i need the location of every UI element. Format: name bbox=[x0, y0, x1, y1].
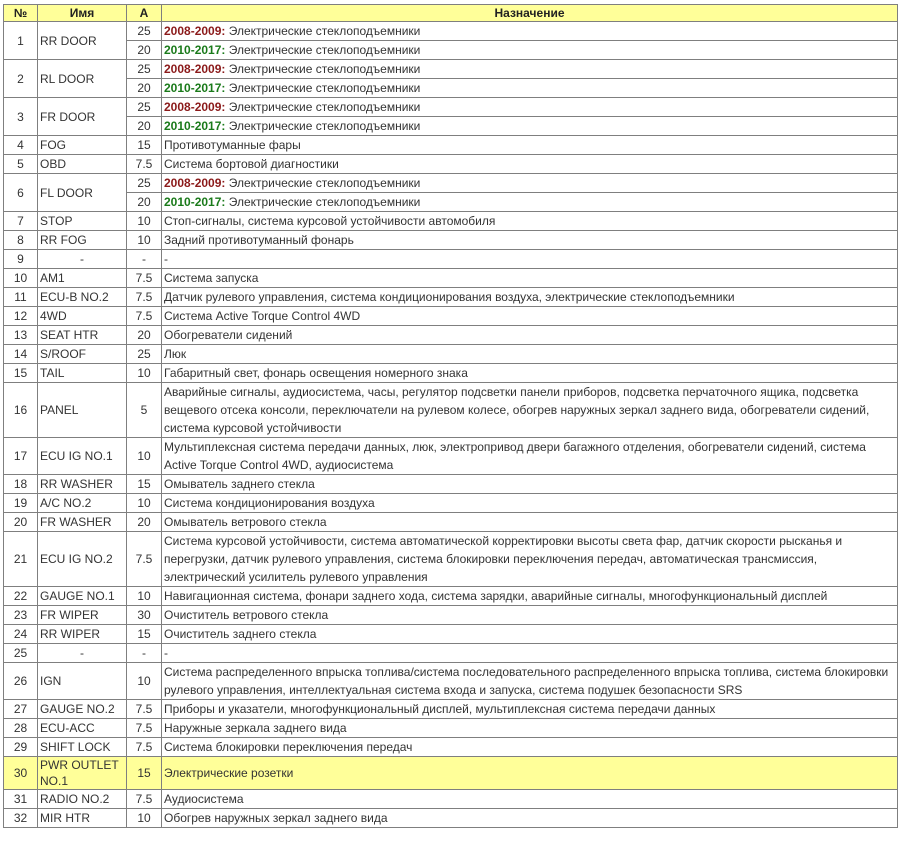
fuse-amperage: 25 bbox=[127, 345, 162, 364]
table-row bbox=[4, 644, 898, 663]
fuse-amperage: 30 bbox=[127, 606, 162, 625]
fuse-purpose: Люк bbox=[162, 345, 898, 364]
fuse-name: - bbox=[38, 644, 127, 663]
fuse-number: 25 bbox=[4, 644, 38, 663]
fuse-name: FOG bbox=[38, 136, 127, 155]
fuse-number: 4 bbox=[4, 136, 38, 155]
fuse-name: PWR OUTLET NO.1 bbox=[38, 757, 127, 790]
fuse-name: RADIO NO.2 bbox=[38, 790, 127, 809]
fuse-amperage: 25 bbox=[127, 98, 162, 117]
fuse-amperage: 20 bbox=[127, 41, 162, 60]
fuse-number: 12 bbox=[4, 307, 38, 326]
fuse-name: PANEL bbox=[38, 383, 127, 438]
fuse-number: 5 bbox=[4, 155, 38, 174]
fuse-number: 10 bbox=[4, 269, 38, 288]
fuse-purpose: Противотуманные фары bbox=[162, 136, 898, 155]
fuse-purpose: Очиститель ветрового стекла bbox=[162, 606, 898, 625]
fuse-amperage: 10 bbox=[127, 494, 162, 513]
fuse-purpose: Электрические розетки bbox=[162, 757, 898, 790]
fuse-amperage: 25 bbox=[127, 174, 162, 193]
fuse-amperage: 10 bbox=[127, 212, 162, 231]
table-row bbox=[4, 719, 898, 738]
fuse-amperage: 10 bbox=[127, 231, 162, 250]
fuse-purpose: Система курсовой устойчивости, система автоматической корректировки высоты света фар, датчик скорости рысканья и перегрузки, датчик рулевого управления, система блокировки переключения передач, автоматическая трансмиссия, электрический усилитель рулевого управления bbox=[162, 532, 898, 587]
fuse-amperage: 15 bbox=[127, 757, 162, 790]
table-row bbox=[4, 326, 898, 345]
fuse-name: AM1 bbox=[38, 269, 127, 288]
fuse-amperage: 20 bbox=[127, 193, 162, 212]
table-header-row bbox=[4, 5, 898, 22]
fuse-purpose bbox=[162, 60, 898, 79]
fuse-amperage: 20 bbox=[127, 326, 162, 345]
fuse-number: 30 bbox=[4, 757, 38, 790]
table-row bbox=[4, 79, 898, 98]
purpose-text: Электрические стеклоподъемники bbox=[225, 24, 421, 38]
fuse-name: RR FOG bbox=[38, 231, 127, 250]
fuse-name: TAIL bbox=[38, 364, 127, 383]
fuse-number: 16 bbox=[4, 383, 38, 438]
fuse-purpose: - bbox=[162, 250, 898, 269]
table-row bbox=[4, 790, 898, 809]
fuse-purpose: Омыватель заднего стекла bbox=[162, 475, 898, 494]
fuse-number: 27 bbox=[4, 700, 38, 719]
fuse-amperage: - bbox=[127, 250, 162, 269]
fuse-amperage: 25 bbox=[127, 22, 162, 41]
fuse-name: MIR HTR bbox=[38, 809, 127, 828]
table-row bbox=[4, 606, 898, 625]
header-num: № bbox=[4, 5, 38, 22]
fuse-amperage: 25 bbox=[127, 60, 162, 79]
purpose-text: Электрические стеклоподъемники bbox=[225, 43, 421, 57]
fuse-name: ECU IG NO.2 bbox=[38, 532, 127, 587]
fuse-name: - bbox=[38, 250, 127, 269]
fuse-table-body bbox=[4, 22, 898, 828]
table-row bbox=[4, 587, 898, 606]
fuse-number: 2 bbox=[4, 60, 38, 98]
table-row bbox=[4, 193, 898, 212]
model-years-label: 2010-2017: bbox=[164, 43, 226, 57]
model-years-label: 2010-2017: bbox=[164, 81, 226, 95]
fuse-amperage: 7.5 bbox=[127, 288, 162, 307]
table-row bbox=[4, 438, 898, 475]
table-row bbox=[4, 98, 898, 117]
fuse-amperage: 10 bbox=[127, 587, 162, 606]
purpose-text: Электрические стеклоподъемники bbox=[225, 100, 421, 114]
fuse-name: SEAT HTR bbox=[38, 326, 127, 345]
table-row bbox=[4, 738, 898, 757]
purpose-text: Электрические стеклоподъемники bbox=[225, 119, 421, 133]
fuse-amperage: 7.5 bbox=[127, 790, 162, 809]
fuse-amperage: 20 bbox=[127, 117, 162, 136]
table-row bbox=[4, 383, 898, 438]
table-row bbox=[4, 231, 898, 250]
fuse-amperage: 20 bbox=[127, 79, 162, 98]
fuse-purpose: - bbox=[162, 644, 898, 663]
fuse-name: OBD bbox=[38, 155, 127, 174]
fuse-purpose bbox=[162, 174, 898, 193]
table-row bbox=[4, 700, 898, 719]
fuse-amperage: 7.5 bbox=[127, 719, 162, 738]
table-row bbox=[4, 212, 898, 231]
fuse-amperage: 10 bbox=[127, 809, 162, 828]
fuse-amperage: 15 bbox=[127, 475, 162, 494]
table-row bbox=[4, 809, 898, 828]
fuse-amperage: 7.5 bbox=[127, 532, 162, 587]
fuse-name: RL DOOR bbox=[38, 60, 127, 98]
fuse-number: 11 bbox=[4, 288, 38, 307]
fuse-number: 17 bbox=[4, 438, 38, 475]
fuse-amperage: 7.5 bbox=[127, 155, 162, 174]
purpose-text: Электрические стеклоподъемники bbox=[225, 81, 421, 95]
table-row bbox=[4, 364, 898, 383]
fuse-purpose: Стоп-сигналы, система курсовой устойчивости автомобиля bbox=[162, 212, 898, 231]
fuse-amperage: 10 bbox=[127, 438, 162, 475]
table-row bbox=[4, 513, 898, 532]
fuse-purpose bbox=[162, 41, 898, 60]
fuse-number: 1 bbox=[4, 22, 38, 60]
fuse-purpose: Датчик рулевого управления, система кондиционирования воздуха, электрические стеклоподъемники bbox=[162, 288, 898, 307]
fuse-number: 24 bbox=[4, 625, 38, 644]
table-row bbox=[4, 625, 898, 644]
fuse-name: FL DOOR bbox=[38, 174, 127, 212]
table-row bbox=[4, 269, 898, 288]
table-row bbox=[4, 117, 898, 136]
fuse-number: 3 bbox=[4, 98, 38, 136]
fuse-amperage: 7.5 bbox=[127, 700, 162, 719]
fuse-amperage: 10 bbox=[127, 663, 162, 700]
model-years-label: 2008-2009: bbox=[164, 62, 226, 76]
fuse-name: FR WIPER bbox=[38, 606, 127, 625]
table-row bbox=[4, 155, 898, 174]
fuse-name: IGN bbox=[38, 663, 127, 700]
fuse-name: RR WASHER bbox=[38, 475, 127, 494]
purpose-text: Электрические стеклоподъемники bbox=[225, 62, 421, 76]
fuse-name: GAUGE NO.1 bbox=[38, 587, 127, 606]
fuse-number: 31 bbox=[4, 790, 38, 809]
header-name: Имя bbox=[38, 5, 127, 22]
fuse-name: RR WIPER bbox=[38, 625, 127, 644]
fuse-name: GAUGE NO.2 bbox=[38, 700, 127, 719]
fuse-amperage: 5 bbox=[127, 383, 162, 438]
fuse-number: 19 bbox=[4, 494, 38, 513]
fuse-number: 6 bbox=[4, 174, 38, 212]
fuse-name: ECU-B NO.2 bbox=[38, 288, 127, 307]
fuse-name: RR DOOR bbox=[38, 22, 127, 60]
fuse-name: STOP bbox=[38, 212, 127, 231]
model-years-label: 2008-2009: bbox=[164, 176, 226, 190]
fuse-amperage: 15 bbox=[127, 136, 162, 155]
table-row bbox=[4, 663, 898, 700]
fuse-purpose: Наружные зеркала заднего вида bbox=[162, 719, 898, 738]
model-years-label: 2010-2017: bbox=[164, 119, 226, 133]
table-row bbox=[4, 250, 898, 269]
table-row bbox=[4, 757, 898, 790]
header-amp: A bbox=[127, 5, 162, 22]
fuse-table bbox=[3, 4, 898, 828]
table-row bbox=[4, 136, 898, 155]
fuse-amperage: - bbox=[127, 644, 162, 663]
fuse-purpose bbox=[162, 98, 898, 117]
fuse-name: A/C NO.2 bbox=[38, 494, 127, 513]
fuse-number: 13 bbox=[4, 326, 38, 345]
fuse-purpose: Навигационная система, фонари заднего хода, система зарядки, аварийные сигналы, многофункциональный дисплей bbox=[162, 587, 898, 606]
fuse-purpose: Система бортовой диагностики bbox=[162, 155, 898, 174]
table-row bbox=[4, 307, 898, 326]
fuse-purpose bbox=[162, 193, 898, 212]
fuse-number: 8 bbox=[4, 231, 38, 250]
fuse-number: 20 bbox=[4, 513, 38, 532]
fuse-purpose: Аварийные сигналы, аудиосистема, часы, регулятор подсветки панели приборов, подсветка перчаточного ящика, подсветка вещевого отсека консоли, переключатели на рулевом колесе, обогрев наружных зеркал заднего вида, обогреватели сидений, система курсовой устойчивости bbox=[162, 383, 898, 438]
fuse-name: S/ROOF bbox=[38, 345, 127, 364]
fuse-purpose bbox=[162, 117, 898, 136]
table-row bbox=[4, 22, 898, 41]
fuse-number: 28 bbox=[4, 719, 38, 738]
table-row bbox=[4, 174, 898, 193]
fuse-purpose: Приборы и указатели, многофункциональный дисплей, мультиплексная система передачи данных bbox=[162, 700, 898, 719]
fuse-amperage: 10 bbox=[127, 364, 162, 383]
table-row bbox=[4, 345, 898, 364]
fuse-purpose: Система блокировки переключения передач bbox=[162, 738, 898, 757]
table-row bbox=[4, 60, 898, 79]
fuse-name: ECU-ACC bbox=[38, 719, 127, 738]
header-purpose: Назначение bbox=[162, 5, 898, 22]
fuse-purpose: Омыватель ветрового стекла bbox=[162, 513, 898, 532]
fuse-number: 23 bbox=[4, 606, 38, 625]
model-years-label: 2008-2009: bbox=[164, 24, 226, 38]
fuse-name: SHIFT LOCK bbox=[38, 738, 127, 757]
fuse-number: 29 bbox=[4, 738, 38, 757]
purpose-text: Электрические стеклоподъемники bbox=[225, 195, 421, 209]
fuse-name: 4WD bbox=[38, 307, 127, 326]
fuse-name: FR WASHER bbox=[38, 513, 127, 532]
table-row bbox=[4, 475, 898, 494]
fuse-number: 21 bbox=[4, 532, 38, 587]
fuse-name: ECU IG NO.1 bbox=[38, 438, 127, 475]
fuse-purpose: Задний противотуманный фонарь bbox=[162, 231, 898, 250]
fuse-amperage: 15 bbox=[127, 625, 162, 644]
fuse-amperage: 7.5 bbox=[127, 307, 162, 326]
model-years-label: 2008-2009: bbox=[164, 100, 226, 114]
table-row bbox=[4, 494, 898, 513]
fuse-number: 15 bbox=[4, 364, 38, 383]
fuse-purpose: Обогрев наружных зеркал заднего вида bbox=[162, 809, 898, 828]
fuse-amperage: 7.5 bbox=[127, 269, 162, 288]
fuse-number: 7 bbox=[4, 212, 38, 231]
fuse-purpose: Габаритный свет, фонарь освещения номерного знака bbox=[162, 364, 898, 383]
purpose-text: Электрические стеклоподъемники bbox=[225, 176, 421, 190]
fuse-purpose: Система распределенного впрыска топлива/система последовательного распределенного впрыска топлива, система блокировки рулевого управления, интеллектуальная система входа и запуска, система подушек безопасности SRS bbox=[162, 663, 898, 700]
fuse-number: 9 bbox=[4, 250, 38, 269]
table-row bbox=[4, 41, 898, 60]
fuse-number: 14 bbox=[4, 345, 38, 364]
fuse-purpose bbox=[162, 79, 898, 98]
fuse-purpose: Аудиосистема bbox=[162, 790, 898, 809]
fuse-amperage: 7.5 bbox=[127, 738, 162, 757]
fuse-purpose: Обогреватели сидений bbox=[162, 326, 898, 345]
fuse-purpose: Система Active Torque Control 4WD bbox=[162, 307, 898, 326]
fuse-amperage: 20 bbox=[127, 513, 162, 532]
fuse-number: 22 bbox=[4, 587, 38, 606]
fuse-number: 32 bbox=[4, 809, 38, 828]
fuse-number: 18 bbox=[4, 475, 38, 494]
fuse-purpose: Система запуска bbox=[162, 269, 898, 288]
fuse-purpose: Система кондиционирования воздуха bbox=[162, 494, 898, 513]
fuse-purpose: Очиститель заднего стекла bbox=[162, 625, 898, 644]
table-row bbox=[4, 288, 898, 307]
fuse-name: FR DOOR bbox=[38, 98, 127, 136]
table-row bbox=[4, 532, 898, 587]
fuse-number: 26 bbox=[4, 663, 38, 700]
fuse-purpose: Мультиплексная система передачи данных, люк, электропривод двери багажного отделения, обогреватели сидений, система Active Torque Control 4WD, аудиосистема bbox=[162, 438, 898, 475]
fuse-purpose bbox=[162, 22, 898, 41]
model-years-label: 2010-2017: bbox=[164, 195, 226, 209]
